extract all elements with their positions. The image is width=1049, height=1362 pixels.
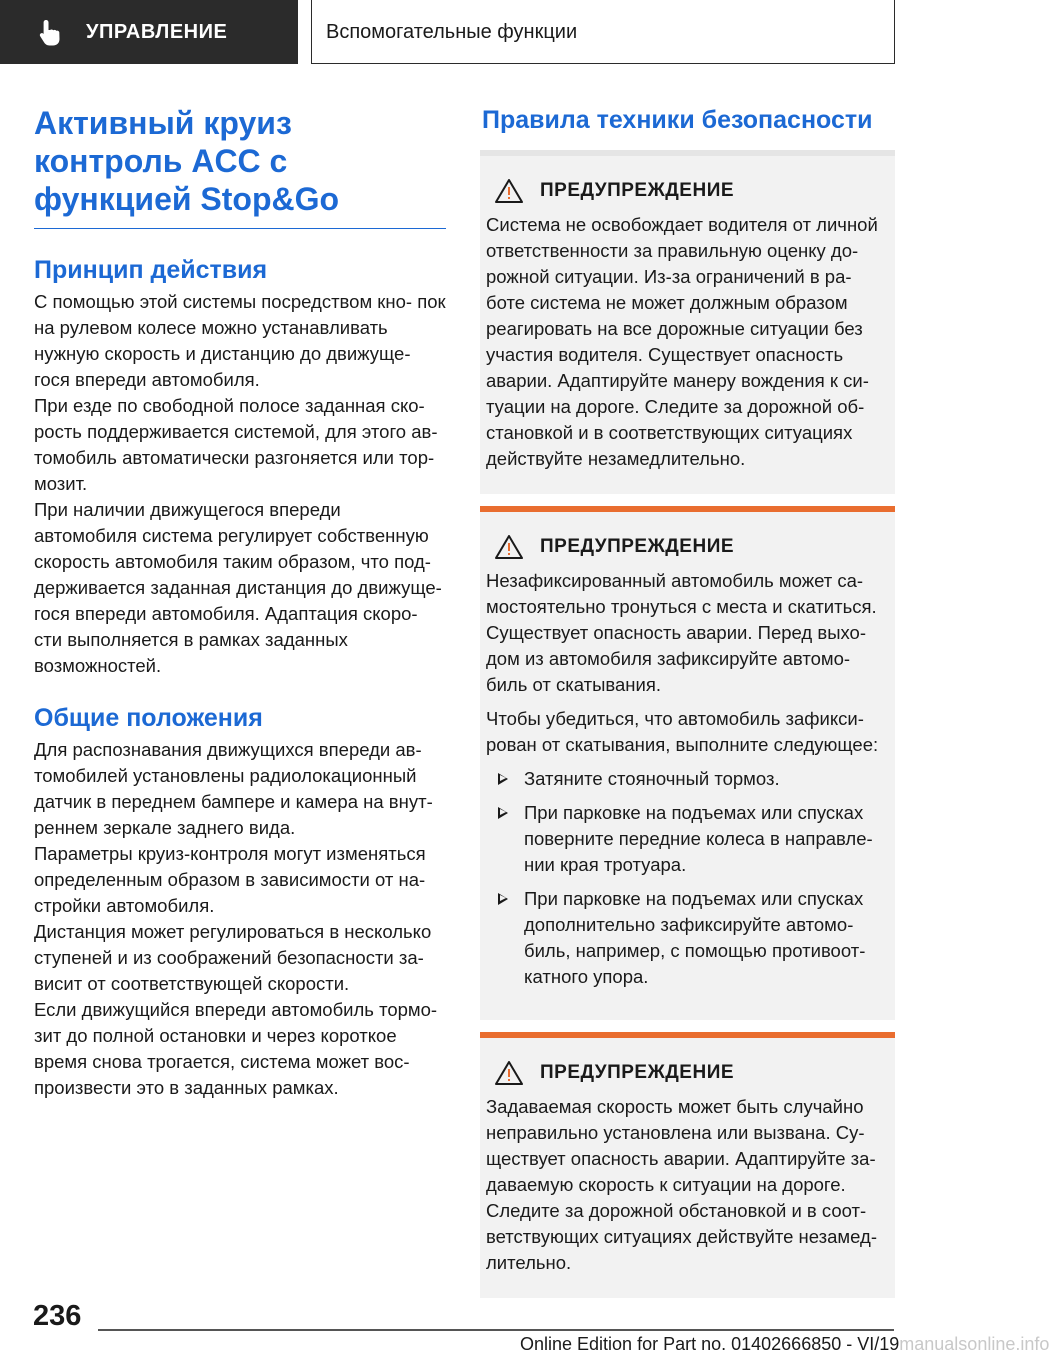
warning-header <box>486 176 889 206</box>
warning-title: ПРЕДУПРЕЖДЕНИЕ <box>540 1062 735 1083</box>
chapter-label: Вспомогательные функции <box>326 21 578 43</box>
paragraph: При езде по свободной полосе заданная ско- рость поддерживается системой, для этого ав- томобиль автоматически разгоняется или тор- мозит. <box>34 395 438 494</box>
footer-edition <box>520 1334 1049 1355</box>
page-title: Активный круиз контроль ACC с функцией Stop&Go <box>34 104 446 229</box>
paragraph: Для распознавания движущихся впереди ав- томобилей установлены радиолокационный датчик в переднем бампере и камера на внут- реннем зеркале заднего вида. <box>34 739 433 838</box>
section-label: УПРАВЛЕНИЕ <box>86 21 228 43</box>
watermark-text: manualsonline.info <box>899 1334 1049 1354</box>
list-item: Затяните стояночный тормоз. <box>486 766 889 792</box>
footer-rule <box>98 1329 894 1331</box>
section-heading: Общие положения <box>34 704 263 732</box>
warning-header <box>486 1058 889 1088</box>
warning-triangle-icon <box>494 1060 524 1086</box>
paragraph: С помощью этой системы посредством кно- пок на рулевом колесе можно устанавливать нужную скорость и дистанцию до движуще- гося впереди автомобиля. <box>34 291 446 390</box>
left-column <box>34 104 446 1101</box>
warning-title: ПРЕДУПРЕЖДЕНИЕ <box>540 180 735 201</box>
right-column <box>480 104 895 1298</box>
warning-title: ПРЕДУПРЕЖДЕНИЕ <box>540 536 735 557</box>
warning-text: Задаваемая скорость может быть случайно неправильно установлена или вызвана. Су- ществует опасность аварии. Адаптируйте за- даваемую скорость к ситуации на дороге. Следите за дорожной обстановкой и в соот- ветствующих ситуациях действуйте незамед- лительно. <box>486 1096 877 1273</box>
list-item: При парковке на подъемах или спусках дополнительно зафиксируйте автомо- биль, например, с помощью противоот- катного упора. <box>486 886 889 990</box>
warning-box <box>480 1038 895 1298</box>
warning-box <box>480 512 895 1020</box>
paragraph: Если движущийся впереди автомобиль тормо- зит до полной остановки и через короткое время снова трогается, система может вос- произвести это в заданных рамках. <box>34 999 438 1098</box>
warning-triangle-icon <box>494 178 524 204</box>
bullet-triangle-icon <box>498 773 508 785</box>
paragraph: Параметры круиз-контроля могут изменяться определенным образом в зависимости от на- стройки автомобиля. <box>34 843 426 916</box>
list-item: При парковке на подъемах или спусках поверните передние колеса в направле- нии края тротуара. <box>486 800 889 878</box>
section-heading: Правила техники безопасности <box>482 106 873 134</box>
section-heading: Принцип действия <box>34 256 268 284</box>
section-tab <box>0 0 298 64</box>
warning-text: Чтобы убедиться, что автомобиль зафикси- рован от скатывания, выполните следующее: <box>486 708 879 755</box>
hand-pointer-icon <box>34 16 66 48</box>
edition-text: Online Edition for Part no. 01402666850 - VI/19 <box>520 1334 900 1354</box>
bullet-triangle-icon <box>498 893 508 905</box>
warning-text: Система не освобождает водителя от личной ответственности за правильную оценку до- рожной ситуации. Из-за ограничений в ра- боте система не может должным образом реагировать на все дорожные ситуации без участия водителя. Существует опасность аварии. Адаптируйте манеру вождения к си- туации на дороге. Следите за дорожной об- становкой и в соответствующих ситуациях действуйте незамедлительно. <box>486 214 878 469</box>
chapter-tab <box>311 0 895 64</box>
paragraph: При наличии движущегося впереди автомобиля система регулирует собственную скорость автомобиля таким образом, что под- держивается заданная дистанция до движуще- гося впереди автомобиля. Адаптация скоро- сти выполняется в рамках заданных возможностей. <box>34 499 442 676</box>
paragraph: Дистанция может регулироваться в несколько ступеней и из соображений безопасности за- висит от соответствующей скорости. <box>34 921 432 994</box>
page-number: 236 <box>33 1300 82 1332</box>
warning-triangle-icon <box>494 534 524 560</box>
bullet-list <box>486 766 889 990</box>
bullet-triangle-icon <box>498 807 508 819</box>
warning-header <box>486 532 889 562</box>
warning-box <box>480 156 895 494</box>
warning-text: Незафиксированный автомобиль может са- мостоятельно тронуться с места и скатиться. Существует опасность аварии. Перед выхо- дом из автомобиля зафиксируйте автомо- биль от скатывания. <box>486 570 877 695</box>
